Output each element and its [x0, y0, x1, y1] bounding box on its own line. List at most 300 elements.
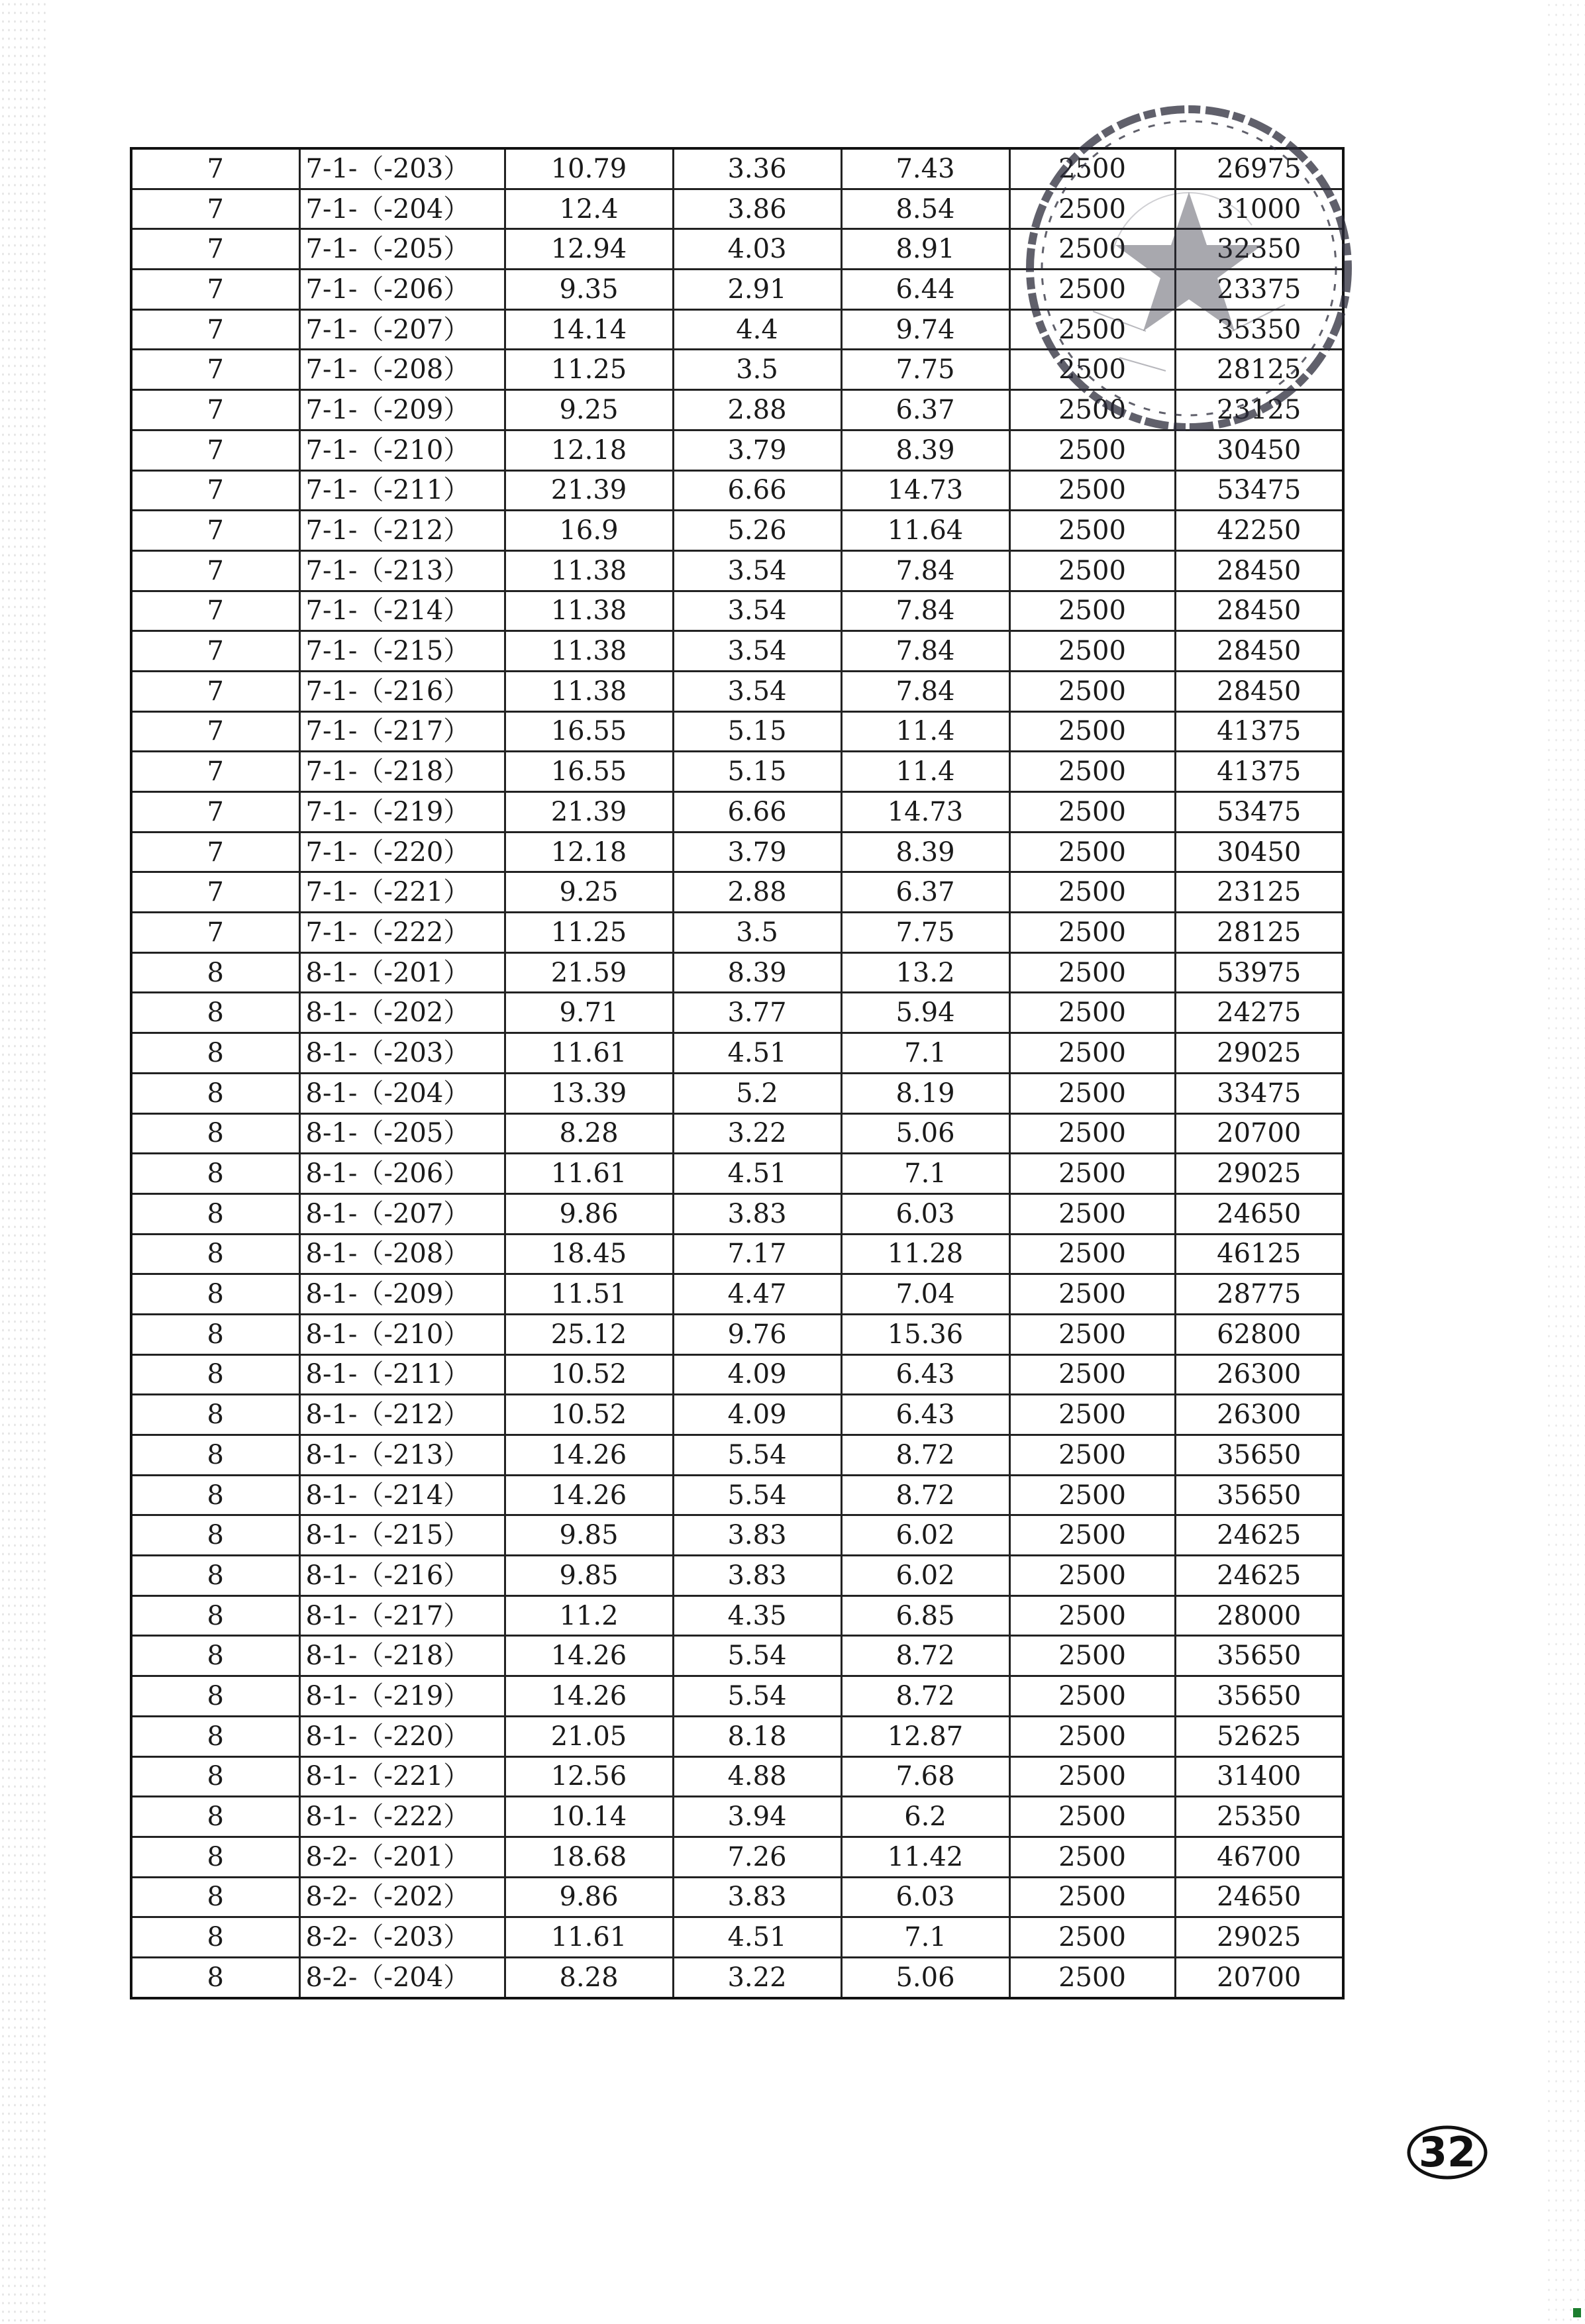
- value-a-cell: 9.86: [505, 1877, 673, 1917]
- value-a-cell: 10.52: [505, 1354, 673, 1395]
- building-cell: 7: [131, 470, 299, 511]
- value-a-cell: 11.25: [505, 913, 673, 953]
- value-c-cell: 6.02: [841, 1556, 1009, 1596]
- table-row: [131, 1193, 1343, 1234]
- table-row: [131, 1113, 1343, 1154]
- building-cell: 8: [131, 1073, 299, 1113]
- value-a-cell: 12.56: [505, 1756, 673, 1797]
- unit-price-cell: 2500: [1009, 1475, 1175, 1515]
- building-cell: 7: [131, 872, 299, 913]
- value-c-cell: 6.37: [841, 390, 1009, 430]
- total-cell: 26300: [1175, 1395, 1343, 1435]
- value-c-cell: 13.2: [841, 952, 1009, 993]
- value-b-cell: 6.66: [673, 470, 841, 511]
- unit-id-cell: 7-1-（-209）: [299, 390, 505, 430]
- value-a-cell: 9.25: [505, 390, 673, 430]
- table-row: [131, 1234, 1343, 1274]
- unit-price-cell: 2500: [1009, 511, 1175, 551]
- value-b-cell: 7.17: [673, 1234, 841, 1274]
- unit-id-cell: 8-1-（-205）: [299, 1113, 505, 1154]
- building-cell: 7: [131, 591, 299, 631]
- value-c-cell: 7.84: [841, 591, 1009, 631]
- unit-id-cell: 7-1-（-212）: [299, 511, 505, 551]
- unit-id-cell: 7-1-（-210）: [299, 430, 505, 470]
- building-cell: 8: [131, 1314, 299, 1354]
- value-c-cell: 11.4: [841, 752, 1009, 792]
- value-c-cell: 7.84: [841, 671, 1009, 711]
- value-b-cell: 5.2: [673, 1073, 841, 1113]
- building-cell: 7: [131, 631, 299, 672]
- unit-id-cell: 7-1-（-207）: [299, 309, 505, 350]
- value-a-cell: 11.38: [505, 631, 673, 672]
- value-c-cell: 8.91: [841, 229, 1009, 270]
- table-row: [131, 350, 1343, 390]
- table-row: [131, 1395, 1343, 1435]
- value-b-cell: 4.88: [673, 1756, 841, 1797]
- unit-id-cell: 8-1-（-212）: [299, 1395, 505, 1435]
- value-b-cell: 5.15: [673, 752, 841, 792]
- building-cell: 7: [131, 671, 299, 711]
- value-a-cell: 14.26: [505, 1636, 673, 1676]
- value-c-cell: 11.28: [841, 1234, 1009, 1274]
- unit-price-cell: 2500: [1009, 270, 1175, 310]
- building-cell: 8: [131, 1917, 299, 1958]
- value-a-cell: 9.71: [505, 993, 673, 1033]
- unit-price-cell: 2500: [1009, 752, 1175, 792]
- building-cell: 7: [131, 550, 299, 591]
- building-cell: 8: [131, 1636, 299, 1676]
- value-c-cell: 5.94: [841, 993, 1009, 1033]
- value-b-cell: 3.77: [673, 993, 841, 1033]
- unit-price-cell: 2500: [1009, 1756, 1175, 1797]
- unit-price-cell: 2500: [1009, 792, 1175, 833]
- table-row: [131, 1837, 1343, 1877]
- building-cell: 8: [131, 1354, 299, 1395]
- building-cell: 8: [131, 1234, 299, 1274]
- table-row: [131, 270, 1343, 310]
- total-cell: 62800: [1175, 1314, 1343, 1354]
- total-cell: 28125: [1175, 913, 1343, 953]
- value-b-cell: 4.35: [673, 1595, 841, 1636]
- unit-id-cell: 7-1-（-216）: [299, 671, 505, 711]
- total-cell: 26300: [1175, 1354, 1343, 1395]
- unit-price-cell: 2500: [1009, 470, 1175, 511]
- value-b-cell: 4.4: [673, 309, 841, 350]
- unit-price-cell: 2500: [1009, 913, 1175, 953]
- unit-id-cell: 8-1-（-203）: [299, 1033, 505, 1074]
- unit-price-cell: 2500: [1009, 1716, 1175, 1756]
- total-cell: 23125: [1175, 872, 1343, 913]
- table-row: [131, 430, 1343, 470]
- total-cell: 41375: [1175, 752, 1343, 792]
- value-a-cell: 12.94: [505, 229, 673, 270]
- value-b-cell: 7.26: [673, 1837, 841, 1877]
- total-cell: 46125: [1175, 1234, 1343, 1274]
- value-c-cell: 8.19: [841, 1073, 1009, 1113]
- building-cell: 8: [131, 1475, 299, 1515]
- value-a-cell: 18.45: [505, 1234, 673, 1274]
- unit-id-cell: 8-1-（-218）: [299, 1636, 505, 1676]
- table-row: [131, 1073, 1343, 1113]
- value-c-cell: 5.06: [841, 1957, 1009, 1997]
- unit-price-cell: 2500: [1009, 430, 1175, 470]
- value-c-cell: 7.1: [841, 1154, 1009, 1194]
- value-b-cell: 8.18: [673, 1716, 841, 1756]
- value-a-cell: 25.12: [505, 1314, 673, 1354]
- unit-price-cell: 2500: [1009, 550, 1175, 591]
- unit-price-cell: 2500: [1009, 1073, 1175, 1113]
- value-a-cell: 14.26: [505, 1676, 673, 1717]
- value-b-cell: 3.22: [673, 1957, 841, 1997]
- building-cell: 8: [131, 1797, 299, 1837]
- total-cell: 31400: [1175, 1756, 1343, 1797]
- total-cell: 28450: [1175, 671, 1343, 711]
- total-cell: 24275: [1175, 993, 1343, 1033]
- table-row: [131, 148, 1343, 189]
- total-cell: 53975: [1175, 952, 1343, 993]
- value-a-cell: 16.9: [505, 511, 673, 551]
- value-b-cell: 8.39: [673, 952, 841, 993]
- unit-price-cell: 2500: [1009, 1636, 1175, 1676]
- page-number: 32: [1418, 2128, 1476, 2176]
- unit-id-cell: 8-1-（-221）: [299, 1756, 505, 1797]
- building-cell: 8: [131, 1395, 299, 1435]
- table-row: [131, 1676, 1343, 1717]
- value-a-cell: 12.18: [505, 832, 673, 872]
- table-body: [131, 148, 1343, 1998]
- unit-price-cell: 2500: [1009, 711, 1175, 752]
- value-c-cell: 7.04: [841, 1274, 1009, 1315]
- building-cell: 8: [131, 1515, 299, 1556]
- value-a-cell: 16.55: [505, 711, 673, 752]
- building-cell: 7: [131, 309, 299, 350]
- value-c-cell: 8.72: [841, 1435, 1009, 1476]
- table-row: [131, 913, 1343, 953]
- unit-id-cell: 7-1-（-217）: [299, 711, 505, 752]
- value-c-cell: 8.72: [841, 1475, 1009, 1515]
- value-b-cell: 3.94: [673, 1797, 841, 1837]
- unit-id-cell: 8-1-（-202）: [299, 993, 505, 1033]
- total-cell: 20700: [1175, 1957, 1343, 1997]
- value-b-cell: 2.88: [673, 390, 841, 430]
- value-b-cell: 3.22: [673, 1113, 841, 1154]
- table-row: [131, 1797, 1343, 1837]
- unit-price-cell: 2500: [1009, 390, 1175, 430]
- value-c-cell: 12.87: [841, 1716, 1009, 1756]
- value-b-cell: 3.54: [673, 671, 841, 711]
- scan-noise-left: [0, 0, 46, 2324]
- total-cell: 33475: [1175, 1073, 1343, 1113]
- value-c-cell: 6.02: [841, 1515, 1009, 1556]
- unit-price-cell: 2500: [1009, 1274, 1175, 1315]
- table-row: [131, 1756, 1343, 1797]
- unit-price-cell: 2500: [1009, 148, 1175, 189]
- value-a-cell: 11.25: [505, 350, 673, 390]
- unit-price-cell: 2500: [1009, 1515, 1175, 1556]
- unit-id-cell: 7-1-（-211）: [299, 470, 505, 511]
- value-c-cell: 6.03: [841, 1877, 1009, 1917]
- building-cell: 8: [131, 1837, 299, 1877]
- value-a-cell: 9.86: [505, 1193, 673, 1234]
- unit-id-cell: 8-1-（-217）: [299, 1595, 505, 1636]
- unit-price-cell: 2500: [1009, 832, 1175, 872]
- table-row: [131, 993, 1343, 1033]
- value-b-cell: 3.5: [673, 350, 841, 390]
- unit-price-cell: 2500: [1009, 309, 1175, 350]
- value-a-cell: 9.85: [505, 1556, 673, 1596]
- table-row: [131, 1314, 1343, 1354]
- total-cell: 28000: [1175, 1595, 1343, 1636]
- unit-price-cell: 2500: [1009, 631, 1175, 672]
- building-cell: 7: [131, 390, 299, 430]
- total-cell: 31000: [1175, 189, 1343, 229]
- value-c-cell: 8.72: [841, 1676, 1009, 1717]
- value-b-cell: 3.54: [673, 631, 841, 672]
- unit-id-cell: 8-1-（-209）: [299, 1274, 505, 1315]
- total-cell: 29025: [1175, 1033, 1343, 1074]
- corner-mark: [1573, 2308, 1581, 2317]
- table-row: [131, 390, 1343, 430]
- value-a-cell: 8.28: [505, 1113, 673, 1154]
- total-cell: 29025: [1175, 1154, 1343, 1194]
- value-a-cell: 12.18: [505, 430, 673, 470]
- total-cell: 24625: [1175, 1556, 1343, 1596]
- value-a-cell: 10.52: [505, 1395, 673, 1435]
- table-row: [131, 1354, 1343, 1395]
- value-c-cell: 6.44: [841, 270, 1009, 310]
- value-a-cell: 13.39: [505, 1073, 673, 1113]
- value-b-cell: 3.79: [673, 430, 841, 470]
- value-a-cell: 10.14: [505, 1797, 673, 1837]
- unit-id-cell: 8-1-（-211）: [299, 1354, 505, 1395]
- value-c-cell: 11.64: [841, 511, 1009, 551]
- building-cell: 7: [131, 792, 299, 833]
- value-c-cell: 14.73: [841, 470, 1009, 511]
- value-b-cell: 5.54: [673, 1435, 841, 1476]
- unit-id-cell: 7-1-（-221）: [299, 872, 505, 913]
- scan-noise-right: [1545, 0, 1585, 2324]
- total-cell: 30450: [1175, 832, 1343, 872]
- unit-price-cell: 2500: [1009, 1595, 1175, 1636]
- unit-id-cell: 7-1-（-218）: [299, 752, 505, 792]
- value-b-cell: 6.66: [673, 792, 841, 833]
- total-cell: 32350: [1175, 229, 1343, 270]
- value-c-cell: 15.36: [841, 1314, 1009, 1354]
- table-row: [131, 550, 1343, 591]
- unit-id-cell: 8-1-（-208）: [299, 1234, 505, 1274]
- unit-id-cell: 7-1-（-206）: [299, 270, 505, 310]
- value-b-cell: 5.54: [673, 1475, 841, 1515]
- value-b-cell: 2.88: [673, 872, 841, 913]
- unit-price-cell: 2500: [1009, 671, 1175, 711]
- value-c-cell: 6.43: [841, 1395, 1009, 1435]
- total-cell: 28450: [1175, 550, 1343, 591]
- total-cell: 42250: [1175, 511, 1343, 551]
- unit-price-cell: 2500: [1009, 1877, 1175, 1917]
- value-b-cell: 5.15: [673, 711, 841, 752]
- value-b-cell: 5.26: [673, 511, 841, 551]
- value-a-cell: 9.35: [505, 270, 673, 310]
- unit-price-cell: 2500: [1009, 189, 1175, 229]
- value-c-cell: 6.43: [841, 1354, 1009, 1395]
- total-cell: 28125: [1175, 350, 1343, 390]
- unit-id-cell: 7-1-（-220）: [299, 832, 505, 872]
- value-c-cell: 6.2: [841, 1797, 1009, 1837]
- value-a-cell: 14.26: [505, 1435, 673, 1476]
- building-cell: 7: [131, 832, 299, 872]
- value-a-cell: 11.61: [505, 1154, 673, 1194]
- value-b-cell: 4.09: [673, 1395, 841, 1435]
- building-cell: 7: [131, 711, 299, 752]
- table-row: [131, 1877, 1343, 1917]
- table-row: [131, 1917, 1343, 1958]
- value-c-cell: 11.42: [841, 1837, 1009, 1877]
- unit-id-cell: 8-1-（-210）: [299, 1314, 505, 1354]
- unit-price-cell: 2500: [1009, 872, 1175, 913]
- value-b-cell: 4.51: [673, 1154, 841, 1194]
- table-row: [131, 752, 1343, 792]
- value-c-cell: 7.84: [841, 631, 1009, 672]
- table-row: [131, 1475, 1343, 1515]
- unit-price-cell: 2500: [1009, 1676, 1175, 1717]
- building-cell: 7: [131, 229, 299, 270]
- table-row: [131, 1274, 1343, 1315]
- unit-price-cell: 2500: [1009, 1154, 1175, 1194]
- unit-id-cell: 8-1-（-216）: [299, 1556, 505, 1596]
- table-row: [131, 952, 1343, 993]
- value-b-cell: 3.79: [673, 832, 841, 872]
- table-row: [131, 872, 1343, 913]
- table-row: [131, 1515, 1343, 1556]
- building-cell: 7: [131, 148, 299, 189]
- building-cell: 8: [131, 993, 299, 1033]
- unit-price-cell: 2500: [1009, 952, 1175, 993]
- total-cell: 46700: [1175, 1837, 1343, 1877]
- unit-price-cell: 2500: [1009, 1837, 1175, 1877]
- total-cell: 28775: [1175, 1274, 1343, 1315]
- value-a-cell: 11.51: [505, 1274, 673, 1315]
- total-cell: 52625: [1175, 1716, 1343, 1756]
- unit-id-cell: 7-1-（-208）: [299, 350, 505, 390]
- total-cell: 25350: [1175, 1797, 1343, 1837]
- value-b-cell: 4.09: [673, 1354, 841, 1395]
- total-cell: 26975: [1175, 148, 1343, 189]
- unit-id-cell: 8-1-（-214）: [299, 1475, 505, 1515]
- value-b-cell: 3.5: [673, 913, 841, 953]
- total-cell: 28450: [1175, 591, 1343, 631]
- total-cell: 30450: [1175, 430, 1343, 470]
- unit-id-cell: 7-1-（-204）: [299, 189, 505, 229]
- building-cell: 7: [131, 189, 299, 229]
- value-c-cell: 11.4: [841, 711, 1009, 752]
- total-cell: 41375: [1175, 711, 1343, 752]
- unit-id-cell: 7-1-（-203）: [299, 148, 505, 189]
- value-c-cell: 9.74: [841, 309, 1009, 350]
- total-cell: 35650: [1175, 1636, 1343, 1676]
- unit-id-cell: 8-1-（-222）: [299, 1797, 505, 1837]
- table-row: [131, 1556, 1343, 1596]
- unit-price-cell: 2500: [1009, 591, 1175, 631]
- building-cell: 8: [131, 1957, 299, 1997]
- value-c-cell: 7.1: [841, 1033, 1009, 1074]
- building-cell: 8: [131, 1193, 299, 1234]
- page-number-mark: [1404, 2123, 1490, 2182]
- value-b-cell: 4.51: [673, 1917, 841, 1958]
- value-a-cell: 10.79: [505, 148, 673, 189]
- unit-price-cell: 2500: [1009, 229, 1175, 270]
- value-c-cell: 6.37: [841, 872, 1009, 913]
- building-cell: 7: [131, 511, 299, 551]
- value-c-cell: 7.43: [841, 148, 1009, 189]
- table-row: [131, 1636, 1343, 1676]
- value-c-cell: 7.68: [841, 1756, 1009, 1797]
- table-row: [131, 470, 1343, 511]
- value-b-cell: 9.76: [673, 1314, 841, 1354]
- building-cell: 8: [131, 1676, 299, 1717]
- value-b-cell: 4.03: [673, 229, 841, 270]
- unit-id-cell: 8-1-（-215）: [299, 1515, 505, 1556]
- total-cell: 24650: [1175, 1193, 1343, 1234]
- table-row: [131, 1435, 1343, 1476]
- table-row: [131, 229, 1343, 270]
- value-c-cell: 8.54: [841, 189, 1009, 229]
- total-cell: 35650: [1175, 1475, 1343, 1515]
- total-cell: 35650: [1175, 1676, 1343, 1717]
- table-row: [131, 309, 1343, 350]
- value-a-cell: 21.39: [505, 792, 673, 833]
- value-c-cell: 7.75: [841, 350, 1009, 390]
- value-a-cell: 11.2: [505, 1595, 673, 1636]
- value-b-cell: 4.51: [673, 1033, 841, 1074]
- table-row: [131, 1957, 1343, 1997]
- value-a-cell: 9.25: [505, 872, 673, 913]
- value-a-cell: 11.61: [505, 1033, 673, 1074]
- value-a-cell: 21.39: [505, 470, 673, 511]
- unit-id-cell: 8-1-（-213）: [299, 1435, 505, 1476]
- unit-id-cell: 7-1-（-215）: [299, 631, 505, 672]
- unit-id-cell: 7-1-（-205）: [299, 229, 505, 270]
- value-c-cell: 7.1: [841, 1917, 1009, 1958]
- unit-price-cell: 2500: [1009, 1395, 1175, 1435]
- value-b-cell: 3.86: [673, 189, 841, 229]
- unit-price-cell: 2500: [1009, 993, 1175, 1033]
- table-row: [131, 711, 1343, 752]
- building-cell: 8: [131, 952, 299, 993]
- total-cell: 35350: [1175, 309, 1343, 350]
- table-row: [131, 511, 1343, 551]
- value-b-cell: 5.54: [673, 1676, 841, 1717]
- unit-id-cell: 8-2-（-204）: [299, 1957, 505, 1997]
- building-cell: 7: [131, 350, 299, 390]
- value-a-cell: 12.4: [505, 189, 673, 229]
- unit-price-cell: 2500: [1009, 1193, 1175, 1234]
- unit-price-cell: 2500: [1009, 1435, 1175, 1476]
- table-row: [131, 189, 1343, 229]
- value-a-cell: 11.38: [505, 671, 673, 711]
- unit-id-cell: 7-1-（-222）: [299, 913, 505, 953]
- unit-price-cell: 2500: [1009, 1234, 1175, 1274]
- unit-id-cell: 7-1-（-219）: [299, 792, 505, 833]
- unit-id-cell: 7-1-（-214）: [299, 591, 505, 631]
- value-c-cell: 8.39: [841, 832, 1009, 872]
- value-b-cell: 3.83: [673, 1193, 841, 1234]
- value-c-cell: 7.84: [841, 550, 1009, 591]
- value-a-cell: 21.05: [505, 1716, 673, 1756]
- value-c-cell: 14.73: [841, 792, 1009, 833]
- unit-price-cell: 2500: [1009, 350, 1175, 390]
- total-cell: 53475: [1175, 470, 1343, 511]
- unit-id-cell: 8-1-（-204）: [299, 1073, 505, 1113]
